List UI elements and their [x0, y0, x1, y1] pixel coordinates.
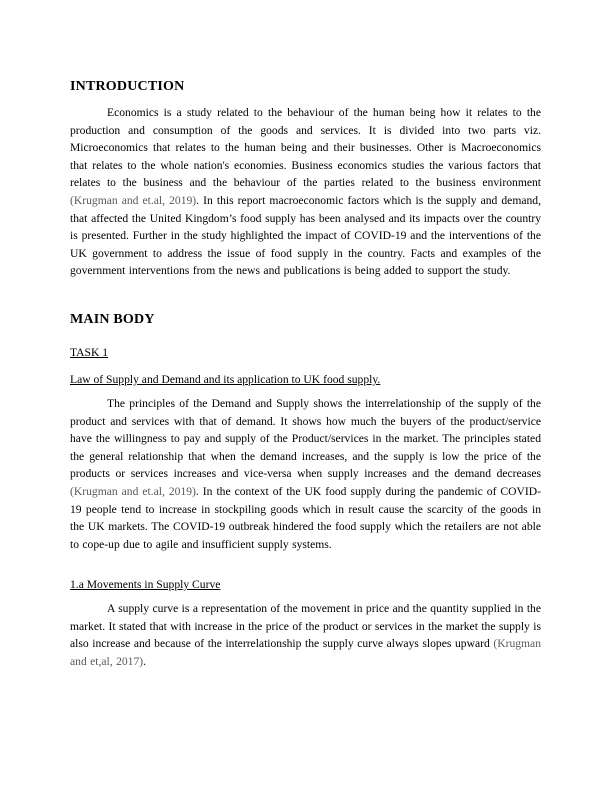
paragraph-text: The principles of the Demand and Supply shows the interrelationship of the supply of the product and services with that of demand. It shows how much the buyers of the product/service have the willingness to pay and supply of the Product/services in the market. The principles stated the general relationship that when the demand increases, and the supply is low the price of the products or services increases and vice-versa when supply increases and the demand decreases [70, 396, 541, 481]
law-of-supply-demand-paragraph [70, 395, 541, 553]
paragraph-text: A supply curve is a representation of the movement in price and the quantity supplied in the market. It stated that with increase in the price of the product or services in the market the supply is also increase and because of the interrelationship the supply curve always slopes upward [70, 602, 541, 651]
paragraph-text: . In the context of the UK food supply during the pandemic of COVID-19 people tend to increase in stockpiling goods which in result cause the scarcity of the goods in the UK markets. The COVID-19 outbreak hindered the food supply which the retailers are not able to cope-up due to agile and insufficient supply systems. [70, 484, 541, 551]
section-heading-introduction: INTRODUCTION [70, 79, 185, 94]
paragraph-text: . In this report macroeconomic factors which is the supply and demand, that affected the United Kingdom’s food supply has been analysed and its impacts over the country is presented. Further in the study highlighted the impact of COVID-19 and the interventions of the UK government to address the issue of food supply in the country. Facts and examples of the government interventions from the news and publications is being added to support the study. [70, 193, 541, 278]
citation-krugman-2019: (Krugman and et.al, 2019) [70, 193, 197, 207]
paragraph-text: . [143, 655, 147, 669]
task1-label: TASK 1 [70, 345, 109, 359]
movements-in-supply-curve-paragraph [70, 600, 541, 670]
introduction-paragraph [70, 104, 541, 280]
law-of-supply-demand-heading: Law of Supply and Demand and its application to UK food supply. [70, 372, 381, 386]
paragraph-text: Economics is a study related to the behaviour of the human being how it relates to the production and consumption of the goods and services. It is divided into two parts viz. Microeconomics that relates to the human being and their businesses. Other is Macroeconomics that relates to the whole nation's economies. Business economics studies the various factors that relates to the business and the behaviour of the parties related to the business environment [70, 106, 541, 190]
movements-in-supply-curve-heading: 1.a Movements in Supply Curve [70, 578, 221, 592]
citation-krugman-2017: (Krugman and et,al, 2017) [70, 637, 541, 669]
citation-krugman-2019: (Krugman and et.al, 2019) [70, 484, 196, 498]
section-heading-main-body: MAIN BODY [70, 311, 155, 327]
